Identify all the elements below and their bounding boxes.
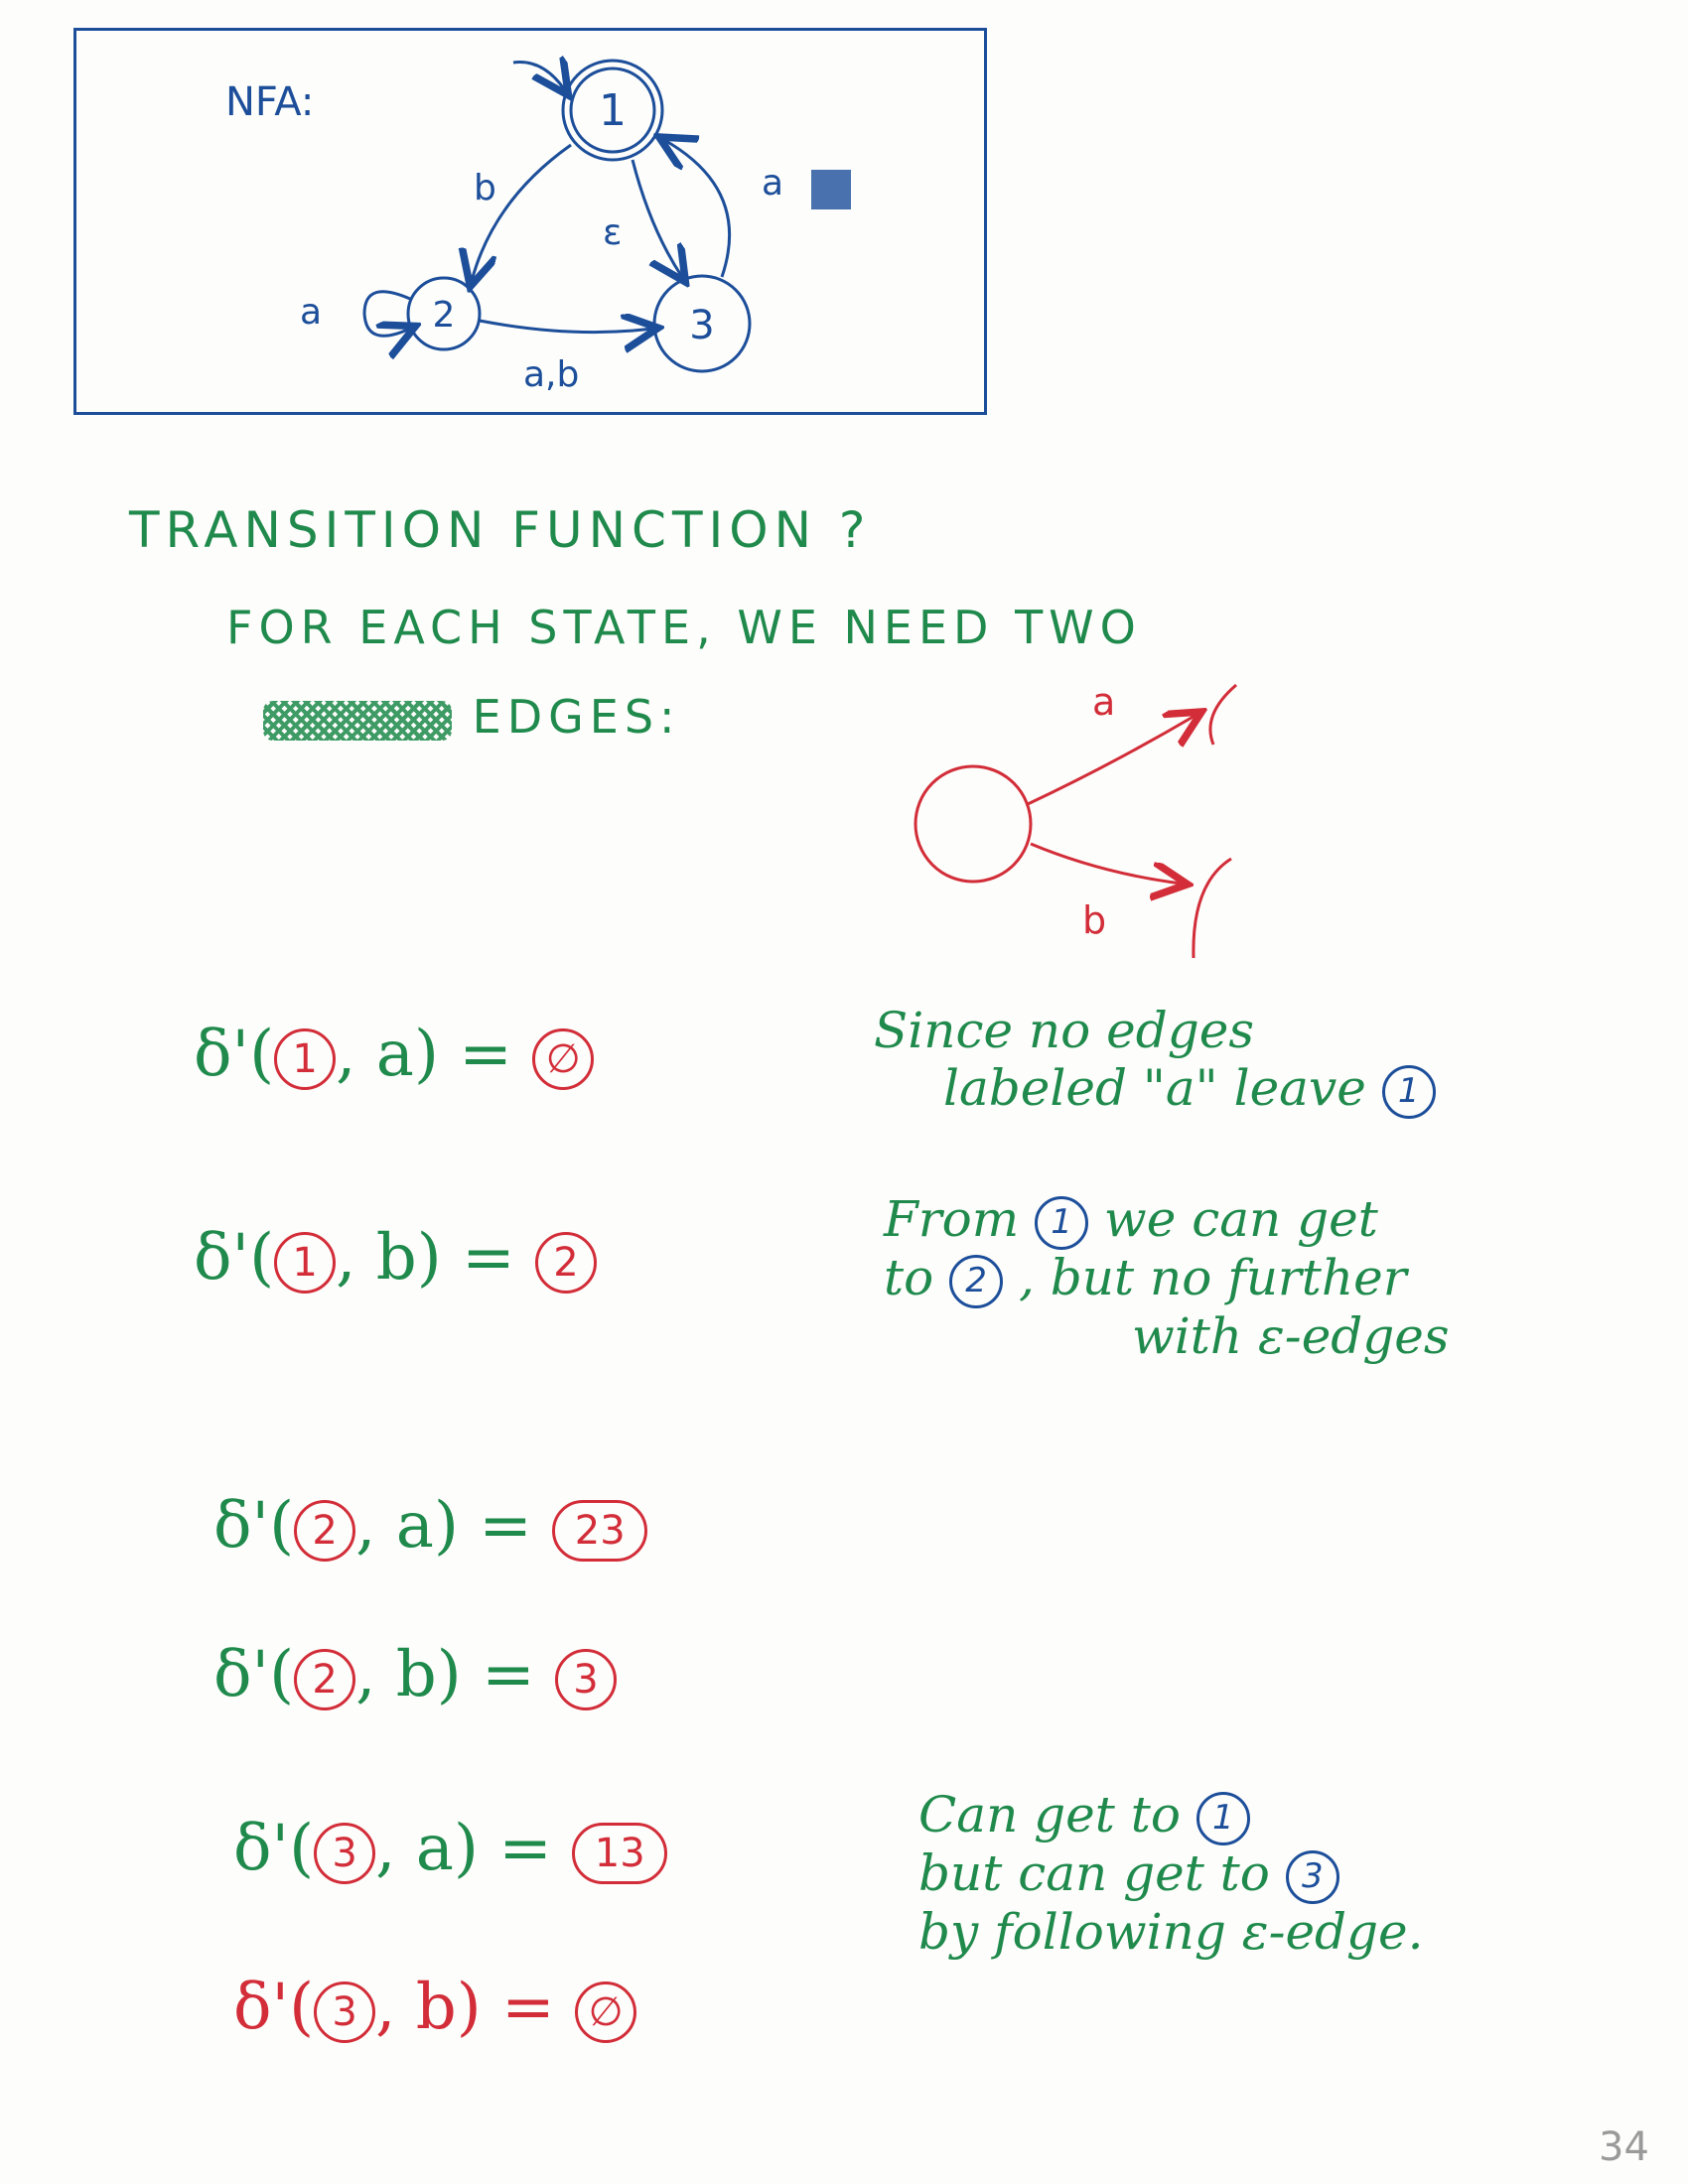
diagram-state [915,766,1031,882]
note-2-line2a: to [884,1249,934,1306]
heading-line1: FOR EACH STATE, WE NEED TWO [226,601,1142,654]
nfa-edge-label-epsilon: ε [603,212,623,253]
heading-line2: EDGES: [472,690,681,744]
equation-1 [194,1018,594,1091]
nfa-state-3-label: 3 [689,303,715,348]
nfa-state-1-label: 1 [599,85,627,136]
note-1-state: 1 [1382,1065,1436,1119]
equation-6-result: ∅ [575,1981,636,2043]
nfa-edge-2-self [364,292,410,337]
note-2-line2b: , but no further [1019,1249,1407,1306]
equation-6-state: 3 [314,1981,375,2043]
equation-2-state: 1 [274,1232,336,1294]
equation-1-sym: , a) = [336,1018,512,1091]
nfa-edge-1-2 [472,145,571,281]
equation-2-lhs: δ'( [194,1221,275,1295]
equation-1-lhs: δ'( [194,1018,275,1091]
equation-6-sym: , b) = [375,1971,555,2044]
equation-2 [194,1221,597,1295]
equation-3-sym: , a) = [355,1489,532,1563]
heading-line2-wrap [263,690,681,744]
equation-2-result: 2 [535,1232,597,1294]
note-1 [874,1003,1436,1119]
note-3-line1-text: Can get to [918,1786,1181,1843]
note-2-line2 [884,1250,1450,1308]
note-2-line1a: From [884,1190,1020,1248]
equation-6 [233,1971,636,2044]
equation-2-sym: , b) = [336,1221,515,1295]
nfa-diagram [76,31,990,418]
equation-3-lhs: δ'( [213,1489,295,1563]
crossed-out-scribble [263,701,452,741]
note-2-line3: with ε-edges [1132,1307,1450,1365]
equation-4-lhs: δ'( [213,1638,295,1711]
note-1-line2-text: labeled "a" leave [943,1058,1366,1117]
note-2-line1b: we can get [1103,1190,1378,1248]
note-3-line2-text: but can get to [918,1844,1270,1902]
equation-5-sym: , a) = [375,1812,552,1885]
heading-title: TRANSITION FUNCTION ? [129,501,872,559]
diagram-target-a [1210,685,1236,745]
page-number: 34 [1599,2124,1649,2170]
note-3-line3: by following ε-edge. [918,1903,1424,1961]
equation-4 [213,1638,617,1711]
nfa-edge-label-a-self: a [300,292,323,333]
diagram-label-a: a [1092,680,1116,724]
nfa-edge-1-3-epsilon [633,160,682,277]
diagram-edge-b [1031,844,1182,884]
nfa-edge-2-3 [480,321,652,333]
equation-5-result: 13 [572,1823,667,1884]
diagram-edge-a [1028,715,1196,804]
equation-3-state: 2 [294,1500,355,1562]
equation-3-result: 23 [552,1500,647,1562]
equation-1-result: ∅ [532,1028,594,1090]
nfa-start-arrow [513,63,565,90]
nfa-diagram-box [73,28,987,415]
note-2-state1: 1 [1035,1196,1088,1250]
diagram-label-b: b [1082,898,1107,942]
nfa-scribble [811,170,851,209]
two-edges-diagram [894,675,1311,973]
note-2-state2: 2 [949,1255,1003,1308]
equation-4-result: 3 [555,1649,617,1710]
nfa-edge-label-a-top: a [762,163,784,204]
diagram-target-b [1194,859,1231,958]
nfa-state-2-label: 2 [432,295,456,336]
nfa-label: NFA: [225,79,315,125]
note-1-line1: Since no edges [874,1002,1254,1059]
equation-1-state: 1 [274,1028,336,1090]
nfa-edge-label-b: b [474,168,496,208]
note-3 [918,1787,1424,1962]
note-3-state1: 1 [1196,1792,1250,1845]
note-2-line1 [884,1191,1450,1250]
equation-6-lhs: δ'( [233,1971,315,2044]
equation-5 [233,1812,667,1885]
note-3-state2: 3 [1286,1850,1339,1904]
equation-4-sym: , b) = [355,1638,535,1711]
note-2 [884,1191,1450,1366]
nfa-edge-label-ab: a,b [523,354,580,395]
equation-5-state: 3 [314,1823,375,1884]
note-1-line2 [874,1060,1436,1119]
note-3-line2 [918,1845,1424,1904]
equation-3 [213,1489,647,1563]
nfa-edge-3-1 [664,140,730,277]
equation-4-state: 2 [294,1649,355,1710]
note-3-line1 [918,1787,1424,1845]
equation-5-lhs: δ'( [233,1812,315,1885]
